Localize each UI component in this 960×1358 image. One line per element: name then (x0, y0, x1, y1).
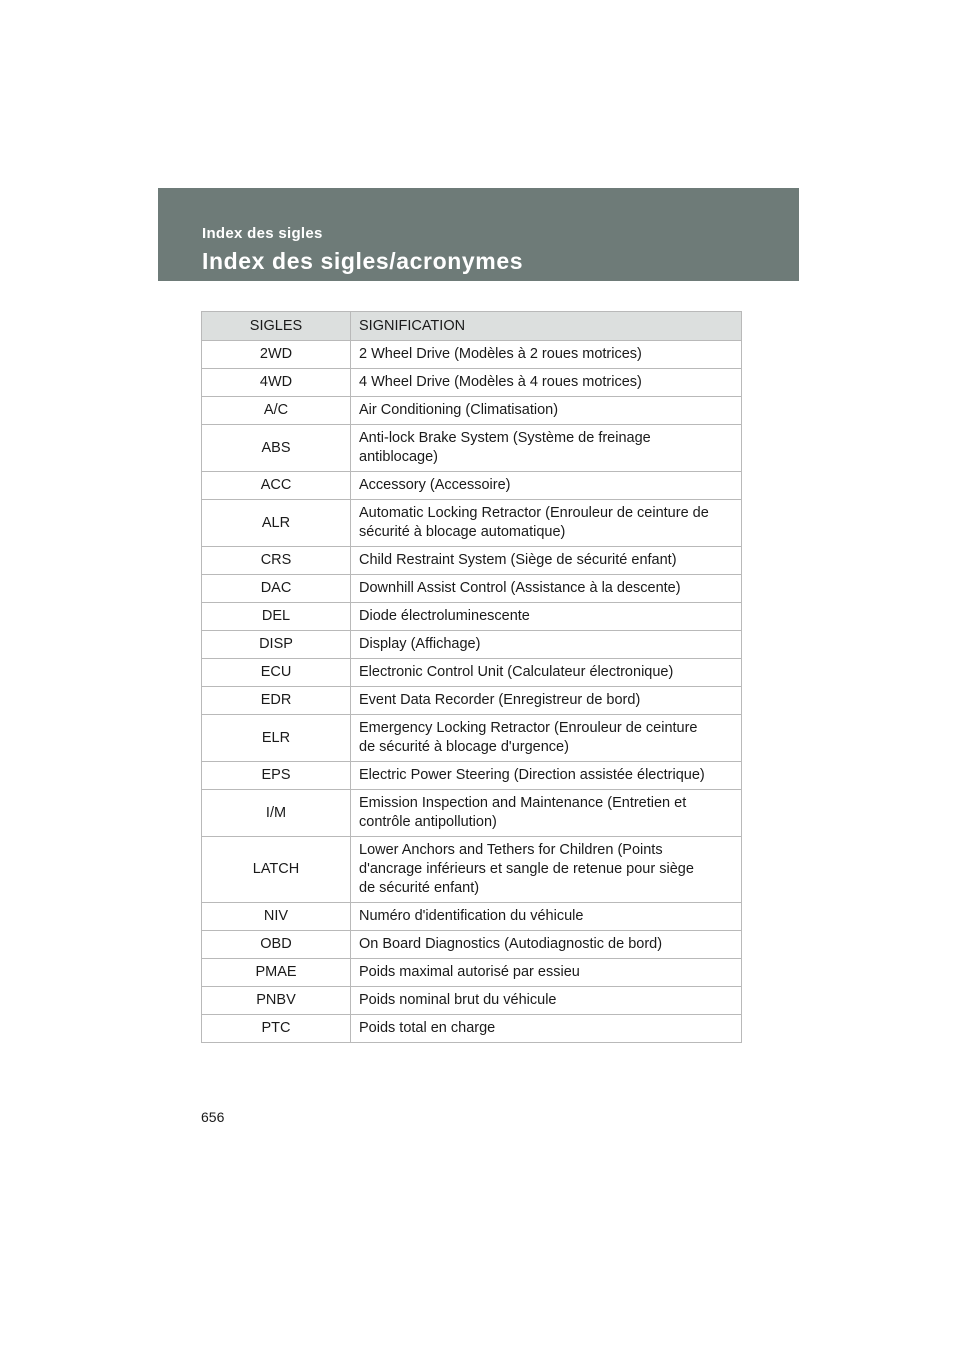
meaning-cell (351, 790, 742, 837)
meaning-cell (351, 397, 742, 425)
meaning-line: 2 Wheel Drive (Modèles à 2 roues motrices) (359, 346, 642, 362)
table-row (202, 790, 742, 837)
table-row (202, 425, 742, 472)
meaning-line: contrôle antipollution) (359, 814, 497, 830)
meaning-line: Air Conditioning (Climatisation) (359, 402, 559, 418)
acronym-cell: ALR (202, 500, 351, 547)
meaning-line: Event Data Recorder (Enregistreur de bord) (359, 692, 641, 708)
meaning-line: Poids total en charge (359, 1020, 496, 1036)
acronym-cell: PNBV (202, 987, 351, 1015)
acronym-cell: NIV (202, 903, 351, 931)
meaning-line: Automatic Locking Retractor (Enrouleur de ceinture de (359, 505, 709, 521)
meaning-line: Numéro d'identification du véhicule (359, 908, 584, 924)
acronym-table (201, 311, 742, 1043)
page-number: 656 (201, 1109, 225, 1125)
acronym-cell: DAC (202, 575, 351, 603)
table-row (202, 903, 742, 931)
acronym-cell: 2WD (202, 341, 351, 369)
table-row (202, 715, 742, 762)
meaning-cell (351, 931, 742, 959)
meaning-line: Child Restraint System (Siège de sécurité enfant) (359, 552, 677, 568)
meaning-cell (351, 547, 742, 575)
table-header-row (202, 312, 742, 341)
table-row (202, 603, 742, 631)
table-row (202, 987, 742, 1015)
acronym-cell: I/M (202, 790, 351, 837)
meaning-cell (351, 987, 742, 1015)
meaning-cell (351, 687, 742, 715)
meaning-cell (351, 472, 742, 500)
meaning-line: Poids maximal autorisé par essieu (359, 964, 580, 980)
acronym-cell: ABS (202, 425, 351, 472)
meaning-cell (351, 903, 742, 931)
meaning-line: Diode électroluminescente (359, 608, 530, 624)
meaning-line: Electronic Control Unit (Calculateur électronique) (359, 664, 674, 680)
table-row (202, 472, 742, 500)
acronym-cell: ACC (202, 472, 351, 500)
meaning-line: Electric Power Steering (Direction assistée électrique) (359, 767, 705, 783)
meaning-cell (351, 575, 742, 603)
table-row (202, 575, 742, 603)
table-row (202, 369, 742, 397)
meaning-line: Emission Inspection and Maintenance (Entretien et (359, 795, 687, 811)
table-row (202, 631, 742, 659)
meaning-line: de sécurité à blocage d'urgence) (359, 739, 569, 755)
table-row (202, 687, 742, 715)
acronym-cell: CRS (202, 547, 351, 575)
meaning-line: antiblocage) (359, 449, 438, 465)
acronym-cell: ECU (202, 659, 351, 687)
meaning-line: Emergency Locking Retractor (Enrouleur de ceinture (359, 720, 698, 736)
meaning-line: 4 Wheel Drive (Modèles à 4 roues motrices) (359, 374, 642, 390)
meaning-line: sécurité à blocage automatique) (359, 524, 566, 540)
table-row (202, 931, 742, 959)
meaning-line: d'ancrage inférieurs et sangle de retenue pour siège (359, 861, 694, 877)
meaning-line: Display (Affichage) (359, 636, 481, 652)
table-body (202, 341, 742, 1043)
table-row (202, 959, 742, 987)
meaning-line: Poids nominal brut du véhicule (359, 992, 557, 1008)
table-row (202, 547, 742, 575)
table-row (202, 397, 742, 425)
meaning-line: Lower Anchors and Tethers for Children (Points (359, 842, 663, 858)
column-header-meaning: SIGNIFICATION (351, 312, 742, 341)
acronym-cell: OBD (202, 931, 351, 959)
meaning-line: de sécurité enfant) (359, 880, 480, 896)
meaning-cell (351, 715, 742, 762)
meaning-cell (351, 369, 742, 397)
section-label: Index des sigles (202, 225, 323, 242)
acronym-cell: ELR (202, 715, 351, 762)
meaning-cell (351, 762, 742, 790)
table-row (202, 762, 742, 790)
meaning-cell (351, 659, 742, 687)
acronym-cell: 4WD (202, 369, 351, 397)
acronym-cell: EDR (202, 687, 351, 715)
table-row (202, 341, 742, 369)
acronym-cell: PMAE (202, 959, 351, 987)
table-row (202, 500, 742, 547)
acronym-cell: DEL (202, 603, 351, 631)
table-row (202, 1015, 742, 1043)
table-row (202, 837, 742, 903)
acronym-cell: DISP (202, 631, 351, 659)
table-header (202, 312, 742, 341)
header-band (158, 188, 799, 281)
meaning-cell (351, 500, 742, 547)
meaning-cell (351, 425, 742, 472)
meaning-cell (351, 1015, 742, 1043)
page-title: Index des sigles/acronymes (202, 248, 524, 274)
meaning-cell (351, 341, 742, 369)
meaning-cell (351, 959, 742, 987)
meaning-line: Anti-lock Brake System (Système de freinage (359, 430, 651, 446)
acronym-cell: PTC (202, 1015, 351, 1043)
meaning-line: Downhill Assist Control (Assistance à la descente) (359, 580, 681, 596)
table-row (202, 659, 742, 687)
column-header-acronym: SIGLES (202, 312, 351, 341)
acronym-cell: EPS (202, 762, 351, 790)
acronym-cell: LATCH (202, 837, 351, 903)
meaning-cell (351, 837, 742, 903)
meaning-cell (351, 631, 742, 659)
meaning-line: Accessory (Accessoire) (359, 477, 511, 493)
acronym-cell: A/C (202, 397, 351, 425)
meaning-line: On Board Diagnostics (Autodiagnostic de bord) (359, 936, 663, 952)
meaning-cell (351, 603, 742, 631)
